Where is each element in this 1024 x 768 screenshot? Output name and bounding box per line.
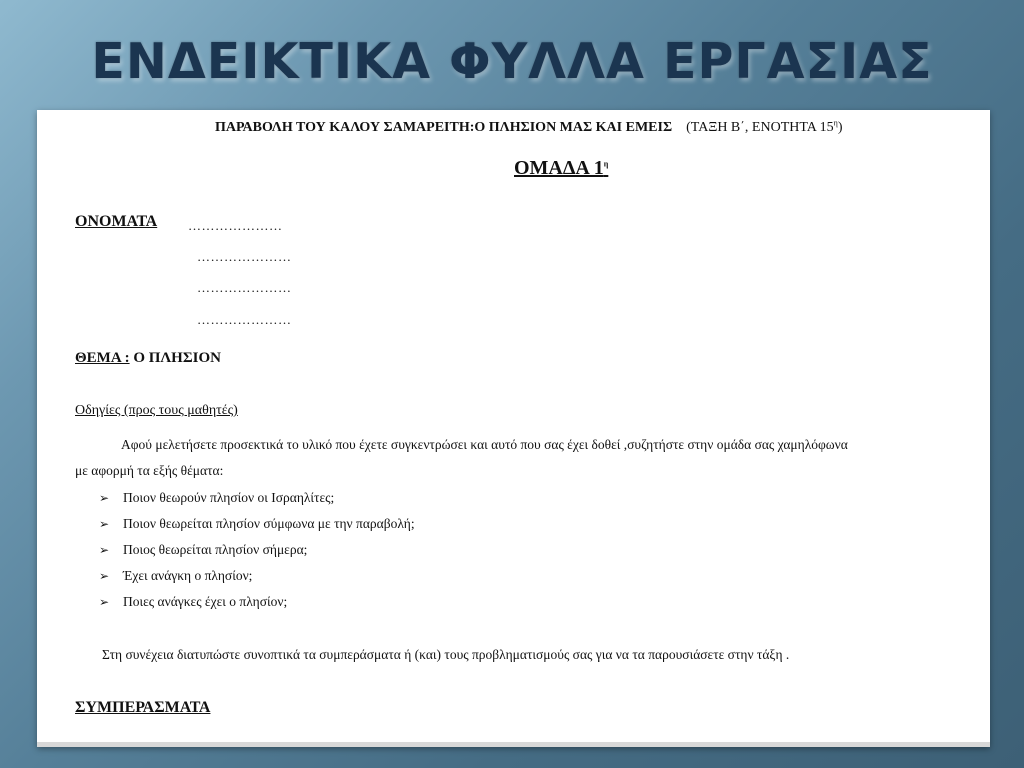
- instructions-paragraph-line-1: Αφού μελετήσετε προσεκτικά το υλικό που έχετε συγκεντρώσει και αυτό που σας έχει δοθεί ,συζητήστε στην ομάδα σας χαμηλόφωνα: [121, 437, 848, 452]
- arrow-bullet-icon: ➢: [99, 517, 110, 531]
- name-line-3[interactable]: …………………: [197, 280, 292, 295]
- arrow-bullet-icon: ➢: [99, 491, 110, 505]
- name-line-4[interactable]: …………………: [197, 312, 292, 327]
- header-class-unit: (ΤΑΞΗ Β΄, ΕΝΟΤΗΤΑ $15^\eta$): [686, 118, 843, 135]
- name-line-1[interactable]: …………………: [188, 218, 283, 233]
- question-text: Ποιον θεωρείται πλησίον σύμφωνα με την παραβολή;: [123, 516, 415, 531]
- question-text: Έχει ανάγκη ο πλησίον;: [123, 568, 253, 583]
- question-text: Ποιον θεωρούν πλησίον οι Ισραηλίτες;: [123, 490, 335, 505]
- document-header: [215, 120, 843, 136]
- worksheet-document: [37, 110, 990, 747]
- group-title: ΟΜΑΔΑ $1^\eta$: [514, 157, 609, 179]
- theme-value: Ο ΠΛΗΣΙΟΝ: [133, 350, 221, 366]
- slide-title: ΕΝΔΕΙΚΤΙΚΑ ΦΥΛΛΑ ΕΡΓΑΣΙΑΣ: [91, 33, 933, 90]
- arrow-bullet-icon: ➢: [99, 569, 110, 583]
- question-item: [99, 594, 287, 610]
- header-main-text: ΠΑΡΑΒΟΛΗ ΤΟΥ ΚΑΛΟΥ ΣΑΜΑΡΕΙΤΗ:Ο ΠΛΗΣΙΟΝ ΜΑΣ ΚΑΙ ΕΜΕΙΣ: [215, 120, 673, 135]
- question-item: [99, 516, 415, 532]
- instructions-label: Οδηγίες (προς τους μαθητές): [75, 403, 238, 418]
- question-text: Ποιος θεωρείται πλησίον σήμερα;: [123, 542, 308, 557]
- arrow-bullet-icon: ➢: [99, 543, 110, 557]
- theme-line: [75, 350, 221, 367]
- question-item: [99, 542, 307, 558]
- question-text: Ποιες ανάγκες έχει ο πλησίον;: [123, 594, 288, 609]
- conclusions-heading: ΣΥΜΠΕΡΑΣΜΑΤΑ: [75, 699, 211, 716]
- instructions-paragraph-line-2: με αφορμή τα εξής θέματα:: [75, 463, 224, 478]
- names-label: ΟΝΟΜΑΤΑ: [75, 213, 158, 230]
- question-item: [99, 490, 334, 506]
- name-line-2[interactable]: …………………: [197, 249, 292, 264]
- theme-label: ΘΕΜΑ :: [75, 350, 130, 366]
- follow-up-paragraph: Στη συνέχεια διατυπώστε συνοπτικά τα συμπεράσματα ή (και) τους προβληματισμούς σας για να τα παρουσιάσετε στην τάξη .: [102, 647, 790, 662]
- arrow-bullet-icon: ➢: [99, 595, 110, 609]
- question-item: [99, 568, 252, 584]
